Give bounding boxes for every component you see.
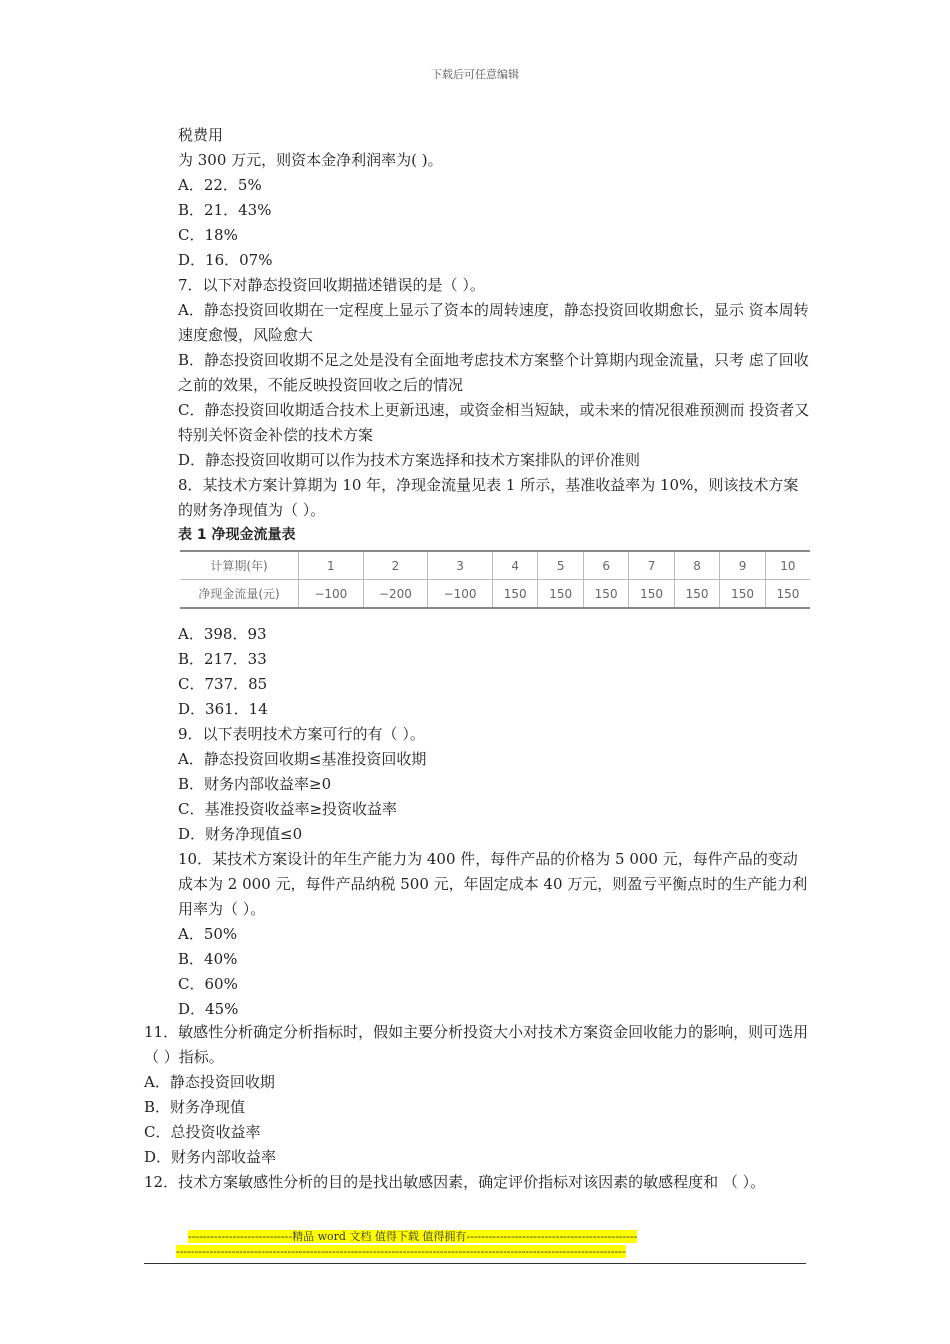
- table-cell: 3: [428, 551, 493, 580]
- table-row-label: 净现金流量(元): [180, 580, 299, 609]
- question-12: 12．技术方案敏感性分析的目的是找出敏感因素，确定评价指标对该因素的敏感程度和 （ ）。: [144, 1173, 766, 1191]
- page-footer: [176, 1229, 776, 1259]
- option-line: A．静态投资回收期≤基准投资回收期: [178, 750, 427, 768]
- option-line: D．静态投资回收期可以作为技术方案选择和技术方案排队的评价准则: [178, 451, 641, 469]
- option-line: A．398．93: [178, 625, 267, 643]
- table-title: 表 1 净现金流量表: [178, 527, 296, 543]
- option-line: A．22．5%: [178, 176, 262, 194]
- option-line: C．18%: [178, 226, 238, 244]
- option-line: C．737．85: [178, 675, 268, 693]
- question-8: 8．某技术方案计算期为 10 年，净现金流量见表 1 所示，基准收益率为 10%，则该技术方案的财务净现值为（ ）。: [178, 476, 799, 519]
- table-cell: 150: [765, 580, 810, 609]
- table-cell: 6: [583, 551, 628, 580]
- table-cell: 1: [299, 551, 364, 580]
- question-7: 7．以下对静态投资回收期描述错误的是（ ）。: [178, 276, 485, 294]
- question-block-1: [178, 123, 810, 548]
- table-cell: 150: [629, 580, 674, 609]
- option-line: B．财务净现值: [144, 1098, 246, 1116]
- option-line: D．财务内部收益率: [144, 1148, 277, 1166]
- table-cell: 8: [674, 551, 719, 580]
- table-cell: 5: [538, 551, 583, 580]
- option-line: D．财务净现值≤0: [178, 825, 303, 843]
- table-row-label: 计算期(年): [180, 551, 299, 580]
- table-cell: −200: [363, 580, 428, 609]
- table-row: [180, 551, 810, 580]
- table-cell: 150: [538, 580, 583, 609]
- table-cell: 4: [492, 551, 537, 580]
- option-line: B．40%: [178, 950, 238, 968]
- footer-dashes: -------------------------------------------------------------------------------------------------------------------------: [176, 1245, 626, 1258]
- text-line: 税费用: [178, 126, 224, 144]
- option-line: A．50%: [178, 925, 238, 943]
- footer-rule: [144, 1263, 806, 1264]
- question-9: 9．以下表明技术方案可行的有（ ）。: [178, 725, 425, 743]
- option-line: C．总投资收益率: [144, 1123, 261, 1141]
- page-header: 下载后可任意编辑: [431, 68, 519, 81]
- option-line: B．21．43%: [178, 201, 272, 219]
- table-cell: 9: [720, 551, 765, 580]
- question-block-2: [178, 622, 810, 1022]
- option-line: D．361．14: [178, 700, 268, 718]
- footer-banner: ----------------------------精品 word 文档 值得下载 值得拥有----------------------------------------------: [188, 1230, 638, 1243]
- question-10: 10．某技术方案设计的年生产能力为 400 件，每件产品的价格为 5 000 元，每件产品的变动成本为 2 000 元，每件产品纳税 500 元，年固定成本 40 万元，则盈亏平衡点时的生产能力利用率为（ ）。: [178, 850, 808, 918]
- table-cell: 150: [720, 580, 765, 609]
- question-11: 11．敏感性分析确定分析指标时，假如主要分析投资大小对技术方案资金回收能力的影响，则可选用（ ）指标。: [144, 1023, 809, 1066]
- option-line: B．217．33: [178, 650, 267, 668]
- table-cell: 150: [583, 580, 628, 609]
- option-line: B．财务内部收益率≥0: [178, 775, 332, 793]
- table-cell: 10: [765, 551, 810, 580]
- table-cell: 2: [363, 551, 428, 580]
- table-cell: −100: [428, 580, 493, 609]
- table-cell: 150: [492, 580, 537, 609]
- option-line: B．静态投资回收期不足之处是没有全面地考虑技术方案整个计算期内现金流量，只考 虑了回收之前的效果，不能反映投资回收之后的情况: [178, 351, 809, 394]
- option-line: A．静态投资回收期在一定程度上显示了资本的周转速度，静态投资回收期愈长，显示 资本周转速度愈慢，风险愈大: [178, 301, 809, 344]
- table-cell: −100: [299, 580, 364, 609]
- question-block-3: [144, 1020, 816, 1195]
- option-line: C．基准投资收益率≥投资收益率: [178, 800, 398, 818]
- text-line: 为 300 万元，则资本金净利润率为( )。: [178, 151, 443, 169]
- option-line: D．45%: [178, 1000, 239, 1018]
- option-line: C．60%: [178, 975, 238, 993]
- table-cell: 150: [674, 580, 719, 609]
- option-line: A．静态投资回收期: [144, 1073, 275, 1091]
- option-line: D．16．07%: [178, 251, 273, 269]
- table-cell: 7: [629, 551, 674, 580]
- cash-flow-table: [180, 550, 810, 609]
- option-line: C．静态投资回收期适合技术上更新迅速，或资金相当短缺，或未来的情况很难预测而 投资者又特别关怀资金补偿的技术方案: [178, 401, 810, 444]
- table-row: [180, 580, 810, 609]
